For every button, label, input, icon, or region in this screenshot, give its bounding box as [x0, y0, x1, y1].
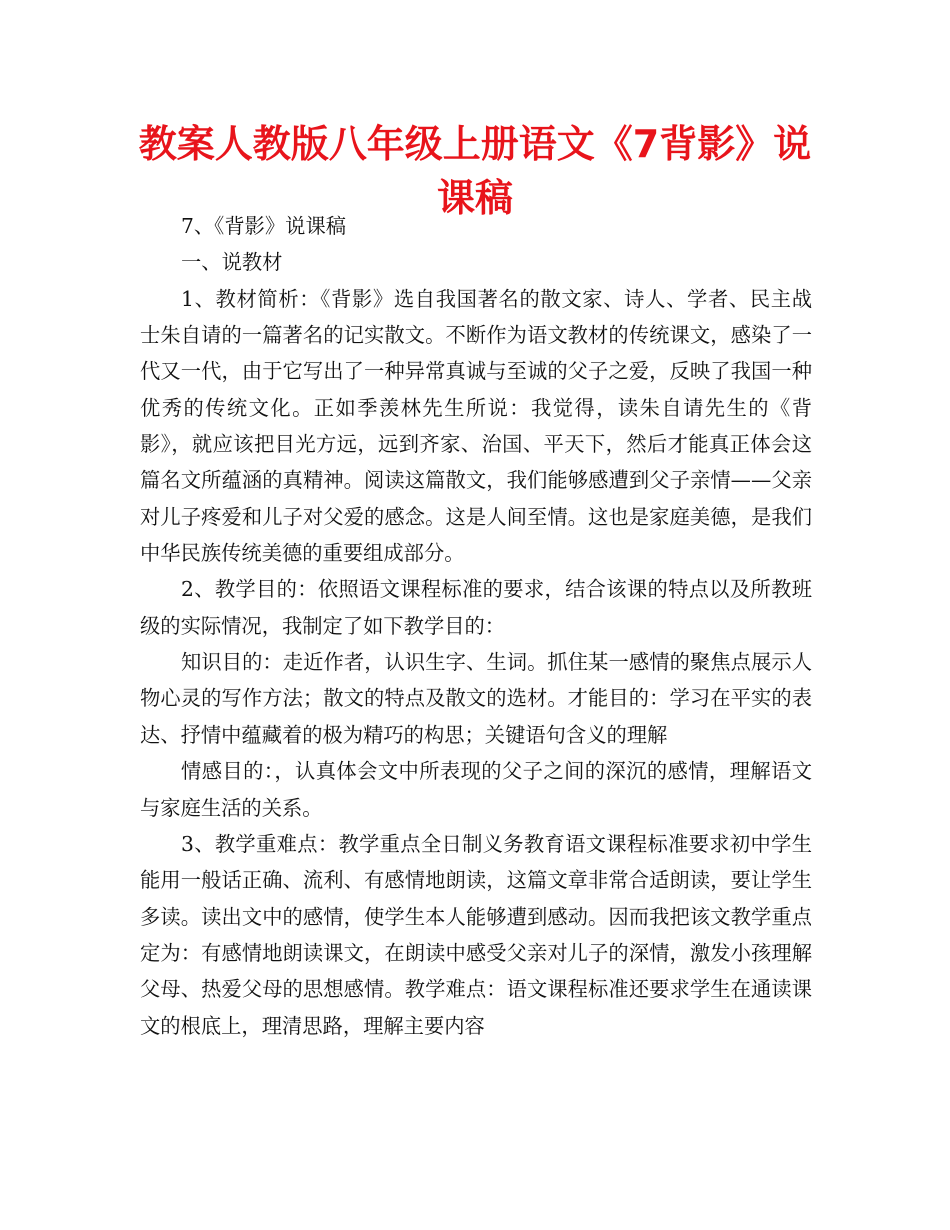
subsection-heading: 一、说教材 — [181, 250, 283, 275]
document-body — [140, 208, 812, 1044]
body-paragraph: 情感目的：，认真体会文中所表现的父子之间的深沉的感情，理解语文与家庭生活的关系。 — [140, 759, 812, 820]
body-paragraph: 3、教学重难点：教学重点全日制义务教育语文课程标准要求初中学生能用一般话正确、流利、有感情地朗读，这篇文章非常合适朗读，要让学生多读。读出文中的感情，使学生本人能够遭到感动。因而我把该文教学重点定为：有感情地朗读课文，在朗读中感受父亲对儿子的深情，激发小孩理解父母、热爱父母的思想感情。教学难点：语文课程标准还要求学生在通读课文的根底上，理清思路，理解主要内容 — [140, 831, 812, 1038]
section-heading: 7、《背影》说课稿 — [181, 214, 347, 238]
body-paragraph: 知识目的：走近作者，认识生字、生词。抓住某一感情的聚焦点展示人物心灵的写作方法；散文的特点及散文的选材。才能目的：学习在平实的表达、抒情中蕴藏着的极为精巧的构思；关键语句含义的理解 — [140, 650, 812, 747]
body-paragraph: 2、教学目的：依照语文课程标准的要求，结合该课的特点以及所教班级的实际情况，我制定了如下教学目的： — [140, 577, 812, 638]
body-paragraph: 1、教材简析：《背影》选自我国著名的散文家、诗人、学者、民主战士朱自请的一篇著名的记实散文。不断作为语文教材的传统课文，感染了一代又一代，由于它写出了一种异常真诚与至诚的父子之爱，反映了我国一种优秀的传统文化。正如季羡林先生所说：我觉得，读朱自请先生的《背影》，就应该把目光方远，远到齐家、治国、平天下，然后才能真正体会这篇名文所蕴涵的真精神。阅读这篇散文，我们能够感遭到父子亲情——父亲对儿子疼爱和儿子对父爱的感念。这是人间至情。这也是家庭美德，是我们中华民族传统美德的重要组成部分。 — [140, 286, 812, 566]
document-title: 教案人教版八年级上册语文《7背影》说课稿 — [138, 122, 812, 220]
